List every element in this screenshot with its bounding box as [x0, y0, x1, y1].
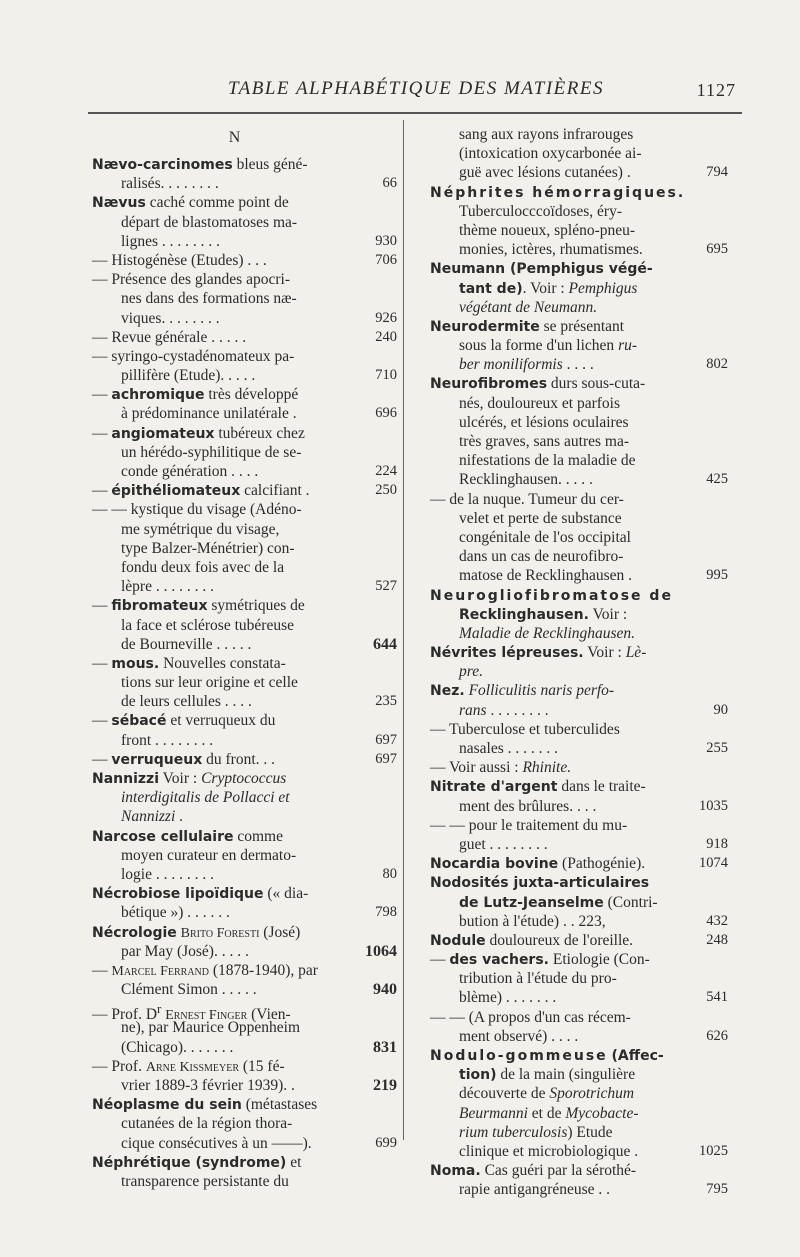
- index-entry-line: [430, 586, 710, 605]
- index-entry-line: [92, 309, 397, 328]
- index-entry-line: [430, 1123, 710, 1142]
- index-entry-line: [92, 520, 377, 539]
- index-entry-line: [92, 999, 377, 1024]
- page-reference: 219: [373, 1077, 397, 1094]
- entry-text: velet et perte de substance: [459, 509, 622, 527]
- entry-text: tant de). Voir : Pemphigus: [459, 279, 638, 297]
- entry-text: Maladie de Recklinghausen.: [459, 624, 636, 642]
- entry-text: (intoxication oxycarbonée ai-: [459, 145, 642, 163]
- entry-text: bétique ») . . . . . .: [121, 904, 230, 922]
- index-entry-line: [430, 432, 710, 451]
- index-entry-line: [430, 163, 728, 182]
- index-entry-line: [92, 424, 377, 443]
- entry-text: pillifère (Etude). . . . .: [121, 367, 256, 385]
- index-entry-line: [430, 317, 710, 336]
- index-entry-line: [430, 125, 710, 144]
- left-column: [92, 125, 397, 1191]
- index-entry-line: [92, 1076, 397, 1095]
- page-reference: 798: [375, 904, 397, 921]
- entry-text: — Présence des glandes apocri-: [92, 271, 290, 289]
- entry-text: Néoplasme du sein (métastases: [92, 1096, 318, 1114]
- index-entry-line: [92, 616, 377, 635]
- entry-text: de Lutz-Jeanselme (Contri-: [459, 893, 658, 911]
- entry-text: ber moniliformis . . . .: [459, 356, 594, 374]
- entry-text: fondu deux fois avec de la: [121, 558, 285, 576]
- entry-text: — épithéliomateux calcifiant .: [92, 482, 310, 500]
- right-column: [430, 125, 728, 1200]
- page-reference: 1074: [699, 855, 728, 872]
- entry-text: Nævus caché comme point de: [92, 194, 289, 212]
- index-entry-line: [92, 846, 377, 865]
- entry-text: — Marcel Ferrand (1878-1940), par: [92, 961, 318, 979]
- entry-text: tribution à l'étude du pro-: [459, 970, 617, 988]
- entry-text: nasales . . . . . . .: [459, 740, 559, 757]
- index-entry-line: [92, 270, 377, 289]
- index-entry-line: [92, 1114, 377, 1133]
- index-entry-line: [430, 893, 710, 912]
- entry-text: vrier 1889-3 février 1939). .: [121, 1077, 295, 1094]
- page-reference: 235: [375, 693, 397, 710]
- index-entry-line: [430, 298, 710, 317]
- index-entry-line: [430, 509, 710, 528]
- page-reference: 644: [373, 635, 397, 653]
- entry-text: Nécrobiose lipoïdique (« dia-: [92, 885, 309, 903]
- index-entry-line: [92, 961, 377, 980]
- page-reference: 995: [706, 567, 728, 584]
- index-entry-line: [92, 807, 377, 826]
- entry-text: un hérédo-syphilitique de se-: [121, 443, 302, 461]
- entry-text: Narcose cellulaire comme: [92, 827, 283, 845]
- page-reference: 918: [706, 835, 728, 852]
- index-entry-line: [92, 385, 377, 404]
- index-entry-line: [92, 884, 377, 903]
- page-reference: 695: [706, 241, 728, 258]
- index-entry-line: [92, 289, 377, 308]
- index-entry-line: [430, 988, 728, 1007]
- entry-text: — achromique très développé: [92, 386, 299, 404]
- index-entry-line: [430, 854, 728, 873]
- page-reference: 699: [375, 1134, 397, 1151]
- entry-text: très graves, sans autres ma-: [459, 433, 630, 450]
- page-reference: 697: [375, 750, 397, 767]
- index-entry-line: [430, 394, 710, 413]
- entry-text: sang aux rayons infrarouges: [459, 126, 634, 143]
- entry-text: Néphrites hémorragiques.: [430, 184, 686, 201]
- index-entry-line: [92, 1018, 377, 1037]
- entry-text: Neurodermite se présentant: [430, 317, 625, 335]
- entry-text: interdigitalis de Pollacci et: [121, 789, 290, 807]
- page-reference: 527: [375, 578, 397, 595]
- index-entry-line: [430, 355, 728, 374]
- index-entry-line: [92, 923, 377, 942]
- entry-text: blème) . . . . . . .: [459, 989, 557, 1007]
- index-entry-line: [430, 490, 710, 509]
- index-entry-line: [430, 547, 710, 566]
- index-entry-line: [430, 1084, 710, 1103]
- entry-text: me symétrique du visage,: [121, 520, 280, 538]
- entry-text: — — pour le traitement du mu-: [430, 816, 628, 834]
- index-entry-line: [430, 816, 710, 835]
- index-entry-line: [92, 232, 397, 251]
- index-entry-line: [92, 500, 377, 519]
- index-entry-line: [92, 155, 377, 174]
- index-entry-line: [430, 969, 710, 988]
- entry-text: monies, ictères, rhumatismes.: [459, 241, 643, 259]
- page-reference: 926: [375, 309, 397, 326]
- entry-text: découverte de Sporotrichum: [459, 1085, 635, 1103]
- entry-text: thème noueux, spléno-pneu-: [459, 221, 636, 239]
- page-reference: 795: [706, 1181, 728, 1198]
- index-entry-line: [92, 1172, 377, 1191]
- index-entry-line: [92, 788, 377, 807]
- entry-text: rans . . . . . . . .: [459, 701, 549, 719]
- entry-text: Nécrologie Brito Foresti (José): [92, 923, 301, 941]
- entry-text: tions sur leur origine et celle: [121, 674, 298, 692]
- index-entry-line: [92, 1153, 377, 1172]
- entry-text: par May (José). . . . .: [121, 942, 249, 960]
- index-entry-line: [430, 758, 710, 777]
- page-reference: 541: [706, 989, 728, 1006]
- entry-text: de Bourneville . . . . .: [121, 635, 252, 653]
- index-entry-line: [430, 451, 710, 470]
- index-entry-line: [430, 1046, 710, 1065]
- entry-text: départ de blastomatoses ma-: [121, 213, 298, 231]
- entry-text: Recklinghausen. . . . .: [459, 471, 593, 489]
- index-entry-line: [430, 701, 728, 720]
- index-entry-line: [92, 980, 397, 999]
- entry-text: dans un cas de neurofibro-: [459, 548, 624, 566]
- entry-text: Nodosités juxta-articulaires: [430, 875, 650, 892]
- entry-text: Nez. Folliculitis naris perfo-: [430, 682, 615, 700]
- entry-text: — des vachers. Etiologie (Con-: [430, 951, 650, 969]
- page-reference: 66: [382, 175, 397, 192]
- index-entry-line: [430, 1065, 710, 1084]
- entry-text: — — kystique du visage (Adéno-: [92, 501, 302, 519]
- entry-text: matose de Recklinghausen .: [459, 567, 633, 585]
- index-entry-line: [430, 931, 728, 950]
- column-divider: [403, 120, 404, 1140]
- page-number: 1127: [696, 80, 736, 100]
- index-entry-line: [430, 202, 710, 221]
- entry-text: à prédominance unilatérale .: [121, 405, 297, 423]
- index-entry-line: [92, 692, 397, 711]
- entry-text: clinique et microbiologique .: [459, 1142, 639, 1160]
- index-entry-line: [92, 769, 377, 788]
- entry-text: rapie antigangréneuse . .: [459, 1181, 611, 1199]
- index-entry-line: [430, 739, 728, 758]
- index-entry-line: [430, 797, 728, 816]
- entry-text: de leurs cellules . . . .: [121, 693, 252, 711]
- index-entry-line: [430, 1142, 728, 1161]
- index-entry-line: [430, 413, 710, 432]
- page-reference: 425: [706, 471, 728, 488]
- index-entry-line: [92, 596, 377, 615]
- page-reference: 940: [373, 981, 397, 999]
- page-reference: 696: [375, 405, 397, 422]
- entry-text: ne), par Maurice Oppenheim: [121, 1019, 301, 1037]
- entry-text: — Voir aussi : Rhinite.: [430, 759, 572, 777]
- page-reference: 1035: [699, 797, 728, 814]
- entry-text: (Chicago). . . . . . .: [121, 1038, 234, 1056]
- index-entry-line: [92, 711, 377, 730]
- index-entry-line: [430, 279, 710, 298]
- entry-text: — sébacé et verruqueux du: [92, 712, 276, 730]
- entry-text: Recklinghausen. Voir :: [459, 605, 628, 623]
- index-entry-line: [430, 259, 710, 278]
- entry-text: — Revue générale . . . . .: [92, 328, 247, 346]
- index-entry-line: [430, 662, 710, 681]
- entry-text: ment observé) . . . .: [459, 1027, 579, 1045]
- index-entry-line: [92, 903, 397, 922]
- index-entry-line: [92, 443, 377, 462]
- index-entry-line: [92, 1038, 397, 1057]
- index-entry-line: [430, 873, 710, 892]
- index-entry-line: [430, 912, 728, 931]
- index-entry-line: [92, 174, 397, 193]
- entry-text: nés, douloureux et parfois: [459, 394, 620, 412]
- entry-text: bution à l'étude) . . 223,: [459, 912, 606, 930]
- page-reference: 1064: [365, 942, 397, 960]
- entry-text: guet . . . . . . . .: [459, 835, 548, 853]
- index-entry-line: [92, 404, 397, 423]
- index-entry-line: [430, 1104, 710, 1123]
- entry-text: Neumann (Pemphigus végé-: [430, 261, 653, 278]
- index-entry-line: [430, 835, 728, 854]
- page-reference: 626: [706, 1027, 728, 1044]
- index-entry-line: [430, 528, 710, 547]
- running-header: [90, 78, 740, 108]
- index-entry-line: [430, 643, 710, 662]
- entry-text: — mous. Nouvelles constata-: [92, 654, 286, 672]
- entry-text: — fibromateux symétriques de: [92, 597, 305, 615]
- index-entry-line: [430, 470, 728, 489]
- index-entry-line: [430, 624, 710, 643]
- entry-text: — syringo-cystadénomateux pa-: [92, 347, 295, 365]
- index-entry-line: [92, 654, 377, 673]
- page-title: TABLE ALPHABÉTIQUE DES MATIÈRES: [228, 78, 604, 99]
- index-entry-line: [92, 865, 397, 884]
- entry-text: lèpre . . . . . . . .: [121, 578, 214, 596]
- page-reference: 240: [375, 328, 397, 345]
- entry-text: Nodulo-gommeuse (Affec-: [430, 1048, 664, 1064]
- page-reference: 794: [706, 164, 728, 181]
- index-entry-line: [92, 635, 397, 654]
- index-entry-line: [92, 193, 377, 212]
- entry-text: conde génération . . . .: [121, 463, 259, 480]
- entry-text: Nannizzi .: [121, 808, 184, 826]
- index-entry-line: [430, 221, 710, 240]
- entry-text: Neurofibromes durs sous-cuta-: [430, 375, 646, 393]
- entry-text: Tuberculocccoïdoses, éry-: [459, 202, 622, 220]
- index-entry-line: [430, 1027, 728, 1046]
- index-entry-line: [92, 539, 377, 558]
- entry-text: transparence persistante du: [121, 1172, 289, 1190]
- page-reference: 930: [375, 232, 397, 249]
- page-reference: 248: [706, 931, 728, 948]
- index-entry-line: [430, 605, 710, 624]
- entry-text: — de la nuque. Tumeur du cer-: [430, 490, 624, 508]
- entry-text: — Tuberculose et tuberculides: [430, 720, 620, 738]
- entry-text: lignes . . . . . . . .: [121, 232, 221, 250]
- index-entry-line: [430, 1008, 710, 1027]
- entry-text: type Balzer-Ménétrier) con-: [121, 539, 295, 557]
- index-entry-line: [92, 213, 377, 232]
- index-entry-line: [92, 328, 397, 347]
- entry-text: Neurogliofibromatose de: [430, 587, 673, 604]
- entry-text: Néphrétique (syndrome) et: [92, 1153, 302, 1171]
- entry-text: guë avec lésions cutanées) .: [459, 164, 631, 182]
- index-entry-line: [430, 336, 710, 355]
- page-reference: 224: [375, 463, 397, 479]
- entry-text: Nitrate d'argent dans le traite-: [430, 778, 646, 796]
- index-entry-line: [430, 681, 710, 700]
- entry-text: ulcérés, et lésions oculaires: [459, 413, 629, 431]
- index-entry-line: [92, 366, 397, 385]
- entry-text: Nannizzi Voir : Cryptococcus: [92, 770, 287, 787]
- page-reference: 250: [375, 482, 397, 499]
- index-entry-line: [92, 942, 397, 961]
- index-entry-line: [92, 577, 397, 596]
- index-entry-line: [92, 347, 377, 366]
- index-entry-line: [430, 950, 710, 969]
- page-reference: 80: [382, 865, 397, 882]
- page-reference: 90: [713, 701, 728, 718]
- entry-text: ralisés. . . . . . . .: [121, 175, 219, 193]
- page-reference: 706: [375, 251, 397, 268]
- left-index-entries: [92, 155, 397, 1191]
- page-reference: 710: [375, 367, 397, 384]
- page-reference: 831: [373, 1038, 397, 1056]
- entry-text: rium tuberculosis) Etude: [459, 1123, 613, 1141]
- entry-text: cutanées de la région thora-: [121, 1115, 293, 1133]
- index-entry-line: [92, 1134, 397, 1153]
- index-entry-line: [430, 144, 710, 163]
- index-entry-line: [92, 731, 397, 750]
- entry-text: — — (A propos d'un cas récem-: [430, 1008, 631, 1026]
- page-reference: 255: [706, 740, 728, 756]
- entry-text: nes dans des formations næ-: [121, 290, 297, 308]
- entry-text: Clément Simon . . . . .: [121, 981, 257, 999]
- entry-text: Nodule douloureux de l'oreille.: [430, 931, 634, 949]
- entry-text: viques. . . . . . . .: [121, 309, 220, 327]
- section-letter: N: [228, 129, 241, 146]
- entry-text: — verruqueux du front. . .: [92, 750, 276, 768]
- entry-text: végétant de Neumann.: [459, 298, 598, 316]
- entry-text: cique consécutives à un ——).: [121, 1134, 312, 1152]
- index-entry-line: [92, 1095, 377, 1114]
- entry-text: moyen curateur en dermato-: [121, 846, 297, 864]
- index-entry-line: [92, 750, 397, 769]
- entry-text: Névrites lépreuses. Voir : Lè-: [430, 644, 647, 662]
- page-reference: 697: [375, 731, 397, 748]
- entry-text: nifestations de la maladie de: [459, 452, 636, 470]
- page-reference: 1025: [699, 1142, 728, 1159]
- entry-text: congénitale de l'os occipital: [459, 528, 631, 546]
- entry-text: sous la forme d'un lichen ru-: [459, 337, 638, 355]
- index-entry-line: [430, 1180, 728, 1199]
- index-entry-line: [430, 240, 728, 259]
- entry-text: Noma. Cas guéri par la sérothé-: [430, 1162, 637, 1180]
- entry-text: la face et sclérose tubéreuse: [121, 616, 294, 634]
- index-entry-line: [92, 558, 377, 577]
- page-reference: 802: [706, 356, 728, 373]
- entry-text: — angiomateux tubéreux chez: [92, 424, 305, 442]
- index-entry-line: [92, 462, 397, 481]
- index-entry-line: [430, 1161, 710, 1180]
- index-entry-line: [430, 720, 710, 739]
- index-entry-line: [92, 481, 397, 500]
- entry-text: ment des brûlures. . . .: [459, 797, 597, 815]
- entry-text: — Histogénèse (Etudes) . . .: [92, 251, 267, 269]
- entry-text: Nævo-carcinomes bleus géné-: [92, 156, 308, 173]
- index-entry-line: [430, 777, 710, 796]
- entry-text: logie . . . . . . . .: [121, 865, 214, 883]
- entry-text: Beurmanni et de Mycobacte-: [459, 1104, 639, 1122]
- entry-text: pre.: [459, 663, 483, 681]
- entry-text: Nocardia bovine (Pathogénie).: [430, 855, 646, 873]
- index-entry-line: [430, 374, 710, 393]
- entry-text: — Prof. $D^r$ Ernest Finger (Vien-: [92, 1001, 291, 1024]
- index-entry-line: [92, 1057, 377, 1076]
- page-reference: 432: [706, 912, 728, 929]
- header-rule: [88, 112, 742, 114]
- index-entry-line: [430, 183, 710, 202]
- index-entry-line: [92, 251, 397, 270]
- entry-text: front . . . . . . . .: [121, 731, 214, 749]
- index-entry-line: [430, 566, 728, 585]
- entry-text: tion) de la main (singulière: [459, 1066, 636, 1084]
- entry-text: — Prof. Arne Kissmeyer (15 fé-: [92, 1057, 285, 1075]
- index-entry-line: [92, 673, 377, 692]
- index-entry-line: [92, 827, 377, 846]
- right-index-entries: [430, 125, 728, 1200]
